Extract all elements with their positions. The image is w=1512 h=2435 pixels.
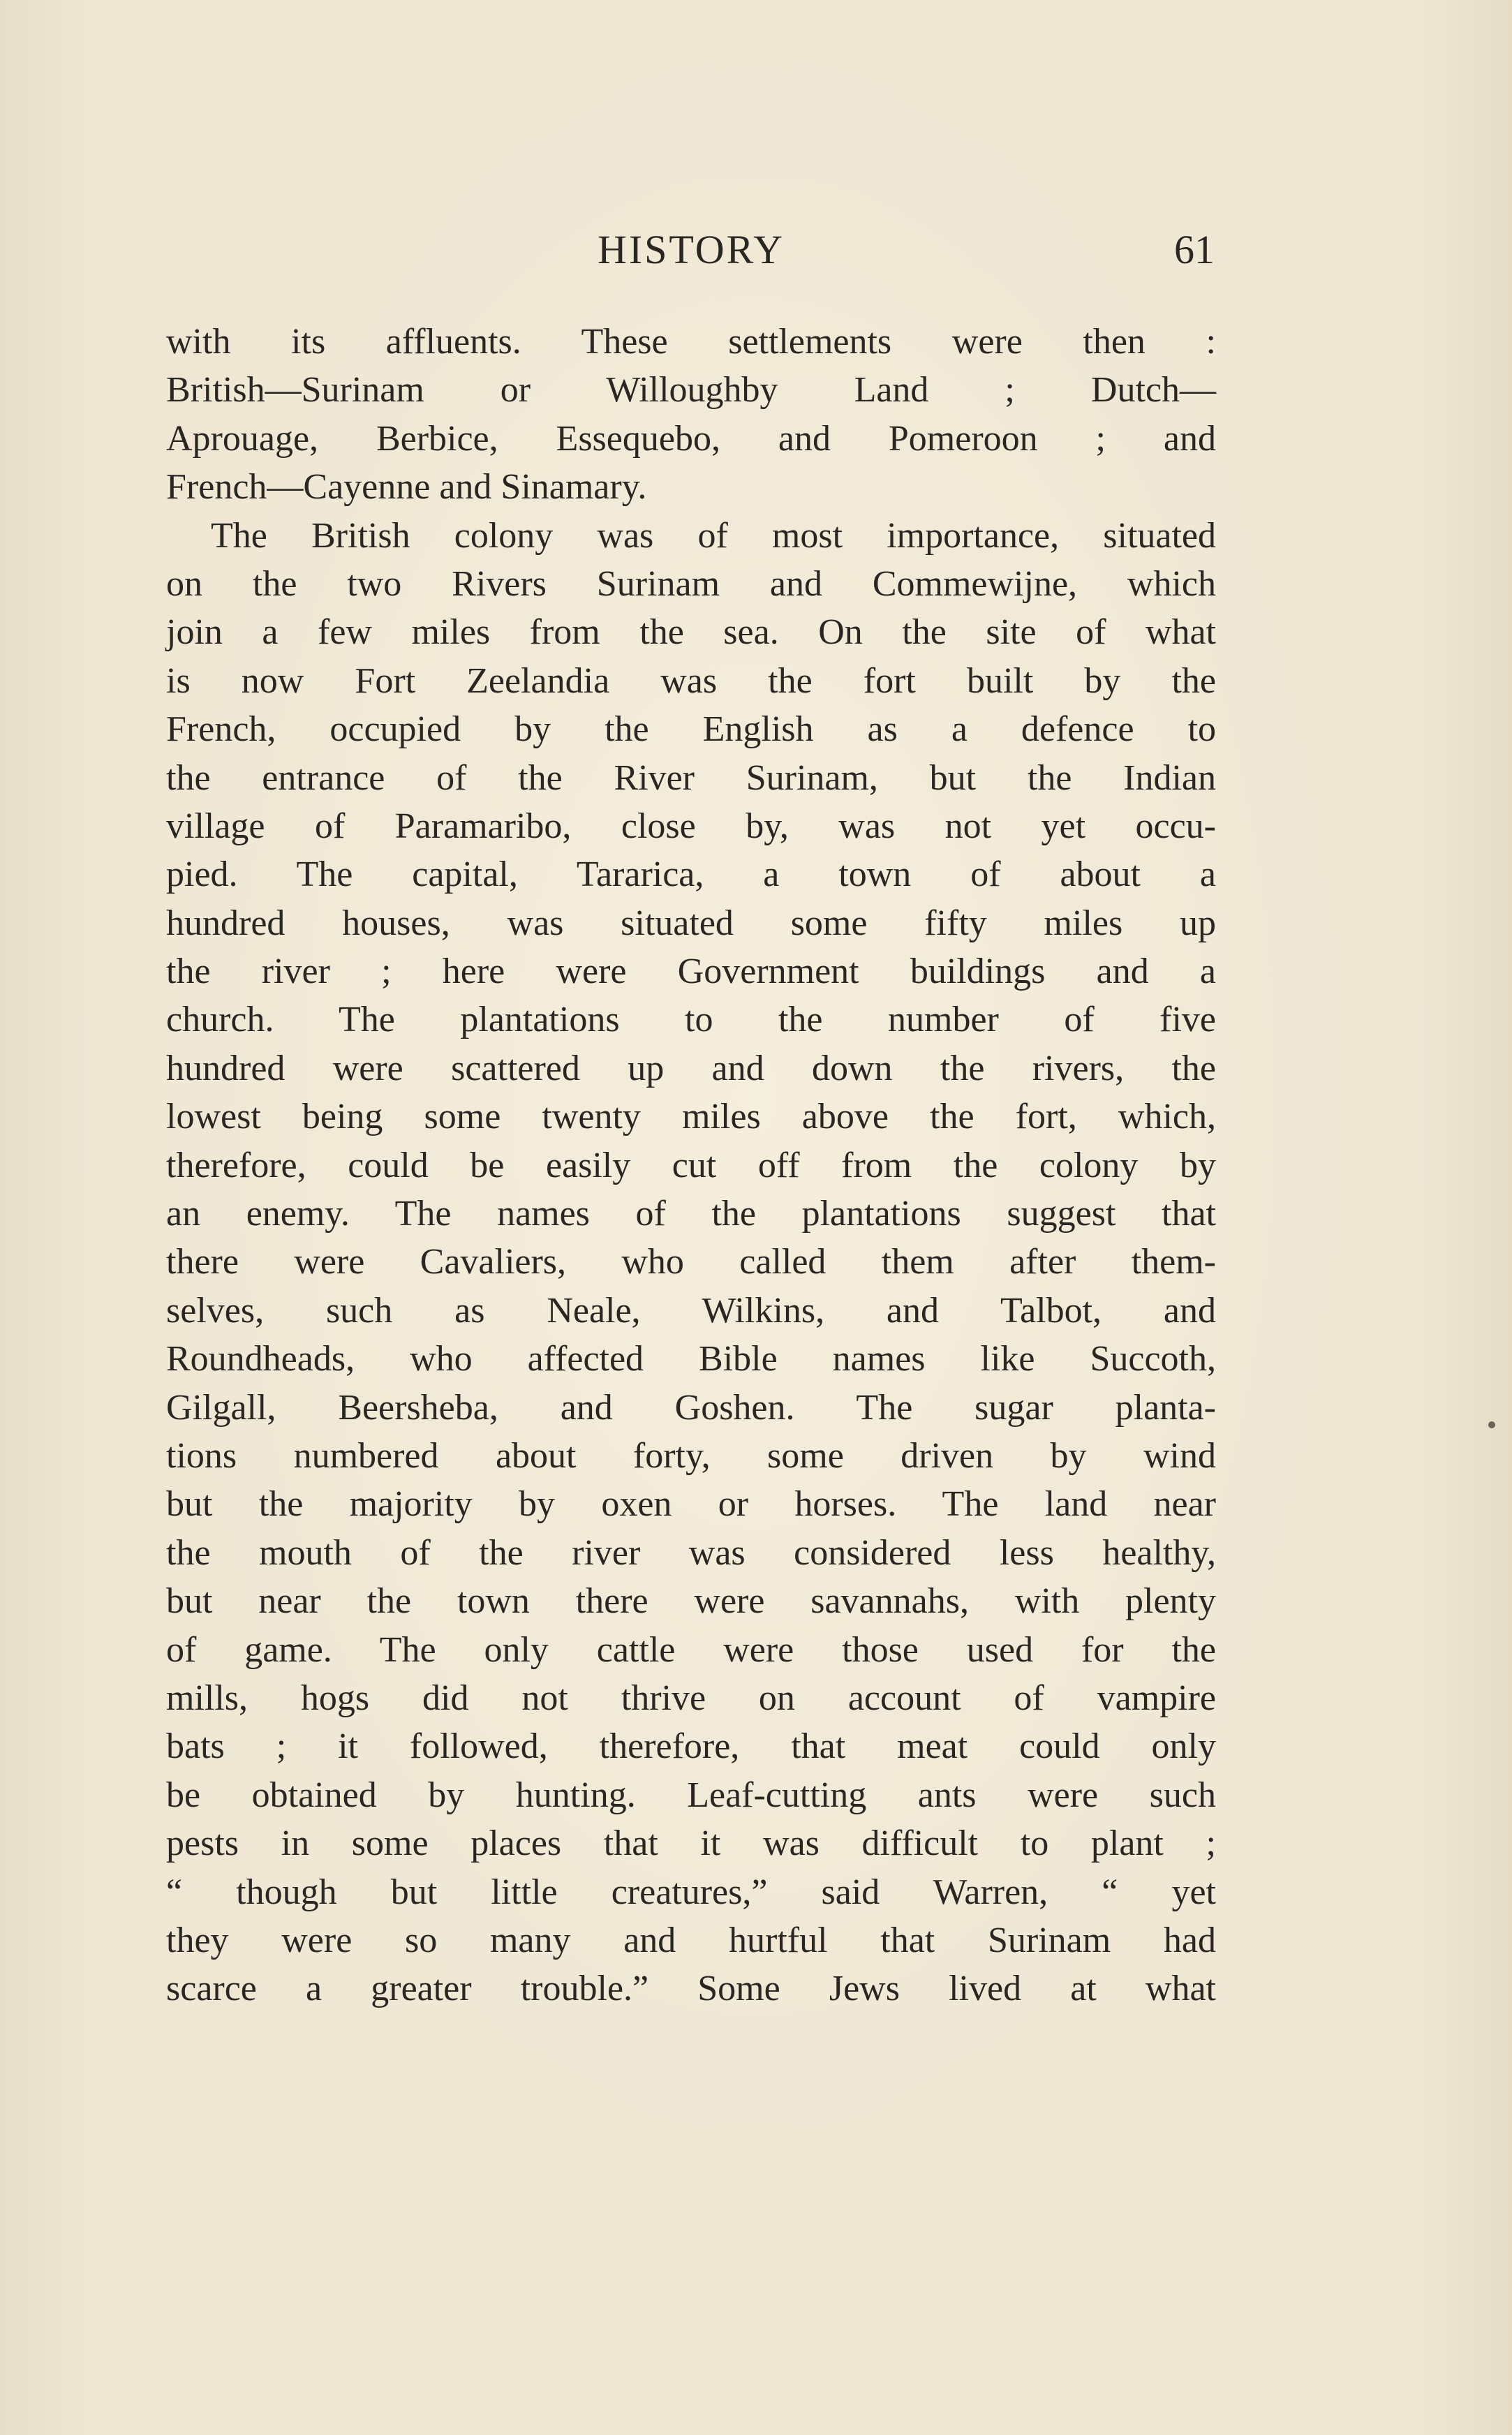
running-head — [168, 222, 1215, 278]
text-line: on the two Rivers Surinam and Commewijne, which — [166, 563, 1216, 604]
text-line: but near the town there were savannahs, with plenty — [166, 1581, 1216, 1622]
running-head-title: HISTORY — [597, 227, 785, 272]
text-line: Roundheads, who affected Bible names like Succoth, — [166, 1339, 1216, 1379]
body-text — [166, 318, 1216, 2013]
text-line: is now Fort Zeelandia was the fort built by the — [166, 660, 1216, 701]
text-line: pests in some places that it was difficult to plant ; — [166, 1823, 1216, 1864]
text-line: of game. The only cattle were those used for the — [166, 1629, 1216, 1670]
text-line: bats ; it followed, therefore, that meat could only — [166, 1726, 1216, 1767]
text-line: the river ; here were Government buildings and a — [166, 952, 1216, 992]
text-line: scarce a greater trouble.” Some Jews lived at what — [166, 1969, 1216, 2009]
text-line: “ though but little creatures,” said Warren, “ yet — [166, 1872, 1216, 1912]
paper-speck — [1488, 1421, 1495, 1428]
page-number: 61 — [1174, 227, 1215, 272]
text-line: Gilgall, Beersheba, and Goshen. The sugar planta- — [166, 1387, 1216, 1428]
text-line: tions numbered about forty, some driven by wind — [166, 1435, 1216, 1476]
text-line: the mouth of the river was considered less healthy, — [166, 1532, 1216, 1573]
text-line: they were so many and hurtful that Surinam had — [166, 1920, 1216, 1960]
text-line: with its affluents. These settlements were then : — [166, 322, 1216, 362]
text-line: hundred houses, was situated some fifty miles up — [166, 903, 1216, 943]
text-line: French—Cayenne and Sinamary. — [166, 467, 647, 508]
text-line: The British colony was of most importance, situated — [211, 515, 1216, 556]
text-line: an enemy. The names of the plantations suggest that — [166, 1194, 1216, 1234]
text-line: hundred were scattered up and down the rivers, the — [166, 1048, 1216, 1088]
text-line: French, occupied by the English as a defence to — [166, 709, 1216, 750]
text-line: pied. The capital, Tararica, a town of about a — [166, 854, 1216, 895]
text-line: mills, hogs did not thrive on account of vampire — [166, 1678, 1216, 1718]
text-line: the entrance of the River Surinam, but the Indian — [166, 757, 1216, 798]
text-line: village of Paramaribo, close by, was not yet occu- — [166, 806, 1216, 846]
text-line: join a few miles from the sea. On the site of what — [166, 612, 1216, 653]
text-line: there were Cavaliers, who called them after them- — [166, 1242, 1216, 1282]
text-line: lowest being some twenty miles above the fort, which, — [166, 1097, 1216, 1137]
text-line: British—Surinam or Willoughby Land ; Dutch— — [166, 370, 1216, 410]
text-line: but the majority by oxen or horses. The land near — [166, 1484, 1216, 1525]
text-line: church. The plantations to the number of five — [166, 1000, 1216, 1040]
text-line: Aprouage, Berbice, Essequebo, and Pomeroon ; and — [166, 418, 1216, 459]
text-line: be obtained by hunting. Leaf-cutting ants were such — [166, 1775, 1216, 1815]
text-line: selves, such as Neale, Wilkins, and Talbot, and — [166, 1290, 1216, 1331]
text-line: therefore, could be easily cut off from the colony by — [166, 1145, 1216, 1185]
